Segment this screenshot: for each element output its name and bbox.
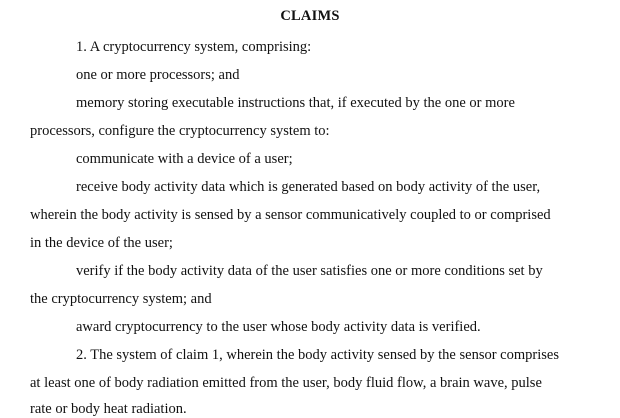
claim-1-intro: 1. A cryptocurrency system, comprising: bbox=[76, 39, 312, 55]
claim-1-step-2-cont-a: wherein the body activity is sensed by a sensor communicatively coupled to or comprised bbox=[30, 207, 551, 223]
claim-1-element-2: memory storing executable instructions that, if executed by the one or more bbox=[76, 95, 515, 111]
claim-1-step-2-cont-b: in the device of the user; bbox=[30, 235, 173, 251]
claim-2-cont-a: at least one of body radiation emitted from the user, body fluid flow, a brain wave, pulse bbox=[30, 375, 542, 391]
claim-1-step-3: verify if the body activity data of the user satisfies one or more conditions set by bbox=[76, 263, 543, 279]
claims-heading: CLAIMS bbox=[280, 8, 340, 24]
claim-1-step-1: communicate with a device of a user; bbox=[76, 151, 293, 167]
claim-1-step-2: receive body activity data which is generated based on body activity of the user, bbox=[76, 179, 541, 195]
claim-1-element-2-cont: processors, configure the cryptocurrency system to: bbox=[30, 123, 330, 139]
claim-2-intro: 2. The system of claim 1, wherein the body activity sensed by the sensor comprises bbox=[76, 347, 559, 363]
claim-1-step-3-cont: the cryptocurrency system; and bbox=[30, 291, 212, 307]
claim-1-element-1: one or more processors; and bbox=[76, 67, 240, 83]
claim-2-cont-b: rate or body heat radiation. bbox=[30, 401, 187, 417]
claim-1-step-4: award cryptocurrency to the user whose body activity data is verified. bbox=[76, 319, 481, 335]
